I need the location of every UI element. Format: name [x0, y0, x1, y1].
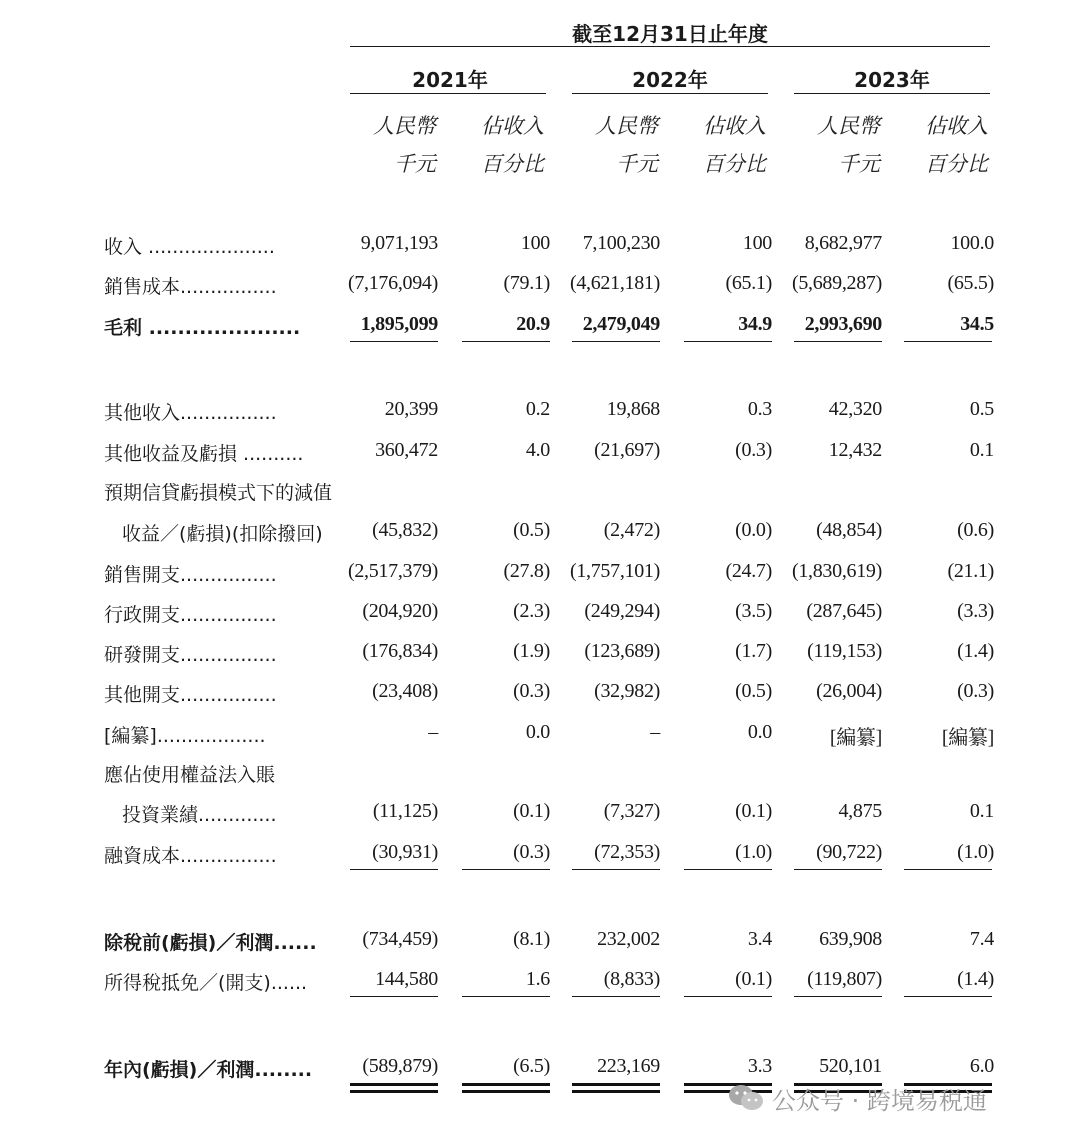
row-label: [編纂].................. [104, 725, 266, 747]
row-value: (176,834) [362, 640, 438, 662]
thousand-header-2022: 千元 [616, 152, 658, 176]
pct-header-2023: 佔收入 [925, 114, 988, 138]
row-value: (5,689,287) [791, 272, 882, 294]
row-label: 研發開支................ [104, 644, 277, 666]
row-value: 2,993,690 [804, 313, 882, 335]
pct-header-2021: 佔收入 [481, 114, 544, 138]
tax-rule [462, 996, 550, 997]
row-label: 年內(虧損)／利潤........ [104, 1059, 313, 1081]
finance-cost-rule [350, 869, 438, 870]
row-value: 0.5 [969, 398, 994, 420]
rmb-header-2023: 人民幣 [817, 114, 880, 138]
row-value: (0.3) [957, 680, 994, 702]
year-2023-header: 2023年 [854, 68, 930, 92]
thousand-header-2023: 千元 [838, 152, 880, 176]
tax-rule [794, 996, 882, 997]
row-value: 4,875 [838, 800, 882, 822]
period-header: 截至12月31日止年度 [572, 22, 768, 46]
row-value: 0.1 [969, 800, 994, 822]
row-label: 行政開支................ [104, 604, 277, 626]
row-value: (65.1) [725, 272, 772, 294]
row-label: 預期信貸虧損模式下的減值 [104, 482, 333, 504]
row-value: (589,879) [362, 1055, 438, 1077]
row-value: 1,895,099 [360, 313, 438, 335]
row-value: (24.7) [725, 560, 772, 582]
row-value: 7,100,230 [582, 232, 660, 254]
row-value: 0.2 [525, 398, 550, 420]
row-label: 除稅前(虧損)／利潤...... [104, 932, 317, 954]
row-value: (30,931) [372, 841, 438, 863]
year-2022-underline [572, 93, 768, 94]
row-value: (11,125) [372, 800, 438, 822]
row-value: 520,101 [819, 1055, 882, 1077]
row-label: 銷售開支................ [104, 564, 277, 586]
row-value: (1.9) [513, 640, 550, 662]
finance-cost-rule [572, 869, 660, 870]
row-value: 100.0 [950, 232, 994, 254]
row-value: (7,327) [603, 800, 660, 822]
row-value: (26,004) [816, 680, 882, 702]
gross-profit-rule [904, 341, 992, 342]
row-value: (123,689) [584, 640, 660, 662]
row-value: (65.5) [947, 272, 994, 294]
row-value: (1.4) [957, 640, 994, 662]
row-value: (1.0) [957, 841, 994, 863]
row-value: 0.3 [747, 398, 772, 420]
row-label: 其他開支................ [104, 684, 277, 706]
row-value: (204,920) [362, 600, 438, 622]
tax-rule [572, 996, 660, 997]
row-value: 0.0 [747, 721, 772, 743]
year-2021-header: 2021年 [412, 68, 488, 92]
total-double-rule [572, 1083, 660, 1093]
tax-rule [350, 996, 438, 997]
row-value: 20,399 [384, 398, 438, 420]
row-label: 應佔使用權益法入賬 [104, 764, 276, 786]
row-value: (2.3) [513, 600, 550, 622]
row-value: 19,868 [606, 398, 660, 420]
row-value: (90,722) [816, 841, 882, 863]
row-value: (21,697) [594, 439, 660, 461]
wechat-icon [728, 1083, 764, 1113]
year-2023-underline [794, 93, 990, 94]
thousand-header-2021: 千元 [394, 152, 436, 176]
row-value: (1.4) [957, 968, 994, 990]
row-value: (1.0) [735, 841, 772, 863]
rmb-header-2021: 人民幣 [373, 114, 436, 138]
row-value: 223,169 [597, 1055, 660, 1077]
row-value: 6.0 [969, 1055, 994, 1077]
row-value: (32,982) [594, 680, 660, 702]
row-value: (0.5) [513, 519, 550, 541]
row-label: 毛利 ..................... [104, 317, 301, 339]
row-value: 144,580 [375, 968, 438, 990]
gross-profit-rule [572, 341, 660, 342]
row-value: (0.5) [735, 680, 772, 702]
row-value: [編纂] [829, 727, 882, 749]
row-value: (249,294) [584, 600, 660, 622]
row-value: 100 [742, 232, 772, 254]
row-value: 34.5 [960, 313, 994, 335]
row-value: (2,472) [603, 519, 660, 541]
row-value: (48,854) [816, 519, 882, 541]
watermark [728, 1078, 1058, 1118]
row-value: (3.5) [735, 600, 772, 622]
row-value: (3.3) [957, 600, 994, 622]
row-value: 4.0 [525, 439, 550, 461]
gross-profit-rule [350, 341, 438, 342]
finance-cost-rule [684, 869, 772, 870]
row-value: – [650, 721, 660, 743]
row-label: 收入 ..................... [104, 236, 275, 258]
percent-header-2023: 百分比 [925, 152, 988, 176]
row-value: (8.1) [513, 928, 550, 950]
year-2022-header: 2022年 [632, 68, 708, 92]
total-double-rule [350, 1083, 438, 1093]
row-value: (119,153) [807, 640, 882, 662]
rmb-header-2022: 人民幣 [595, 114, 658, 138]
row-label: 銷售成本................ [104, 276, 277, 298]
row-value: (21.1) [947, 560, 994, 582]
row-value: 1.6 [525, 968, 550, 990]
watermark-text: 公众号 · 跨境易税通 [772, 1086, 987, 1115]
row-value: (27.8) [503, 560, 550, 582]
row-value: (4,621,181) [569, 272, 660, 294]
row-value: 3.3 [747, 1055, 772, 1077]
row-value: 20.9 [516, 313, 550, 335]
gross-profit-rule [462, 341, 550, 342]
row-value: (0.3) [513, 680, 550, 702]
row-value: (0.1) [735, 968, 772, 990]
row-value: 9,071,193 [360, 232, 438, 254]
percent-header-2021: 百分比 [481, 152, 544, 176]
finance-cost-rule [794, 869, 882, 870]
row-value: (6.5) [513, 1055, 550, 1077]
finance-cost-rule [904, 869, 992, 870]
row-value: (0.3) [735, 439, 772, 461]
tax-rule [904, 996, 992, 997]
row-value: [編纂] [941, 727, 994, 749]
percent-header-2022: 百分比 [703, 152, 766, 176]
row-value: (287,645) [806, 600, 882, 622]
row-value: 0.1 [969, 439, 994, 461]
row-value: (8,833) [603, 968, 660, 990]
row-label: 其他收入................ [104, 402, 277, 424]
row-label: 投資業績............. [122, 804, 277, 826]
row-label: 所得稅抵免／(開支)...... [104, 972, 308, 994]
row-label: 收益／(虧損)(扣除撥回) [122, 523, 323, 545]
row-value: 232,002 [597, 928, 660, 950]
row-value: 8,682,977 [804, 232, 882, 254]
tax-rule [684, 996, 772, 997]
row-value: (79.1) [503, 272, 550, 294]
row-value: (0.1) [513, 800, 550, 822]
row-value: (119,807) [807, 968, 882, 990]
finance-cost-rule [462, 869, 550, 870]
year-2021-underline [350, 93, 546, 94]
row-value: – [428, 721, 438, 743]
row-value: (2,517,379) [347, 560, 438, 582]
row-value: (734,459) [362, 928, 438, 950]
row-value: (0.1) [735, 800, 772, 822]
row-value: (0.6) [957, 519, 994, 541]
row-value: (72,353) [594, 841, 660, 863]
pct-header-2022: 佔收入 [703, 114, 766, 138]
row-value: 639,908 [819, 928, 882, 950]
period-underline [350, 46, 990, 47]
row-value: (1,757,101) [569, 560, 660, 582]
row-value: 7.4 [969, 928, 994, 950]
row-value: 2,479,049 [582, 313, 660, 335]
row-value: 12,432 [828, 439, 882, 461]
row-value: 0.0 [525, 721, 550, 743]
row-value: 100 [520, 232, 550, 254]
row-value: (45,832) [372, 519, 438, 541]
row-value: 42,320 [828, 398, 882, 420]
row-value: (0.0) [735, 519, 772, 541]
row-value: (0.3) [513, 841, 550, 863]
total-double-rule [462, 1083, 550, 1093]
gross-profit-rule [794, 341, 882, 342]
row-label: 其他收益及虧損 .......... [104, 443, 304, 465]
row-value: (23,408) [372, 680, 438, 702]
gross-profit-rule [684, 341, 772, 342]
row-value: (1.7) [735, 640, 772, 662]
row-label: 融資成本................ [104, 845, 277, 867]
row-value: 360,472 [375, 439, 438, 461]
row-value: (7,176,094) [347, 272, 438, 294]
row-value: 34.9 [738, 313, 772, 335]
row-value: (1,830,619) [791, 560, 882, 582]
row-value: 3.4 [747, 928, 772, 950]
